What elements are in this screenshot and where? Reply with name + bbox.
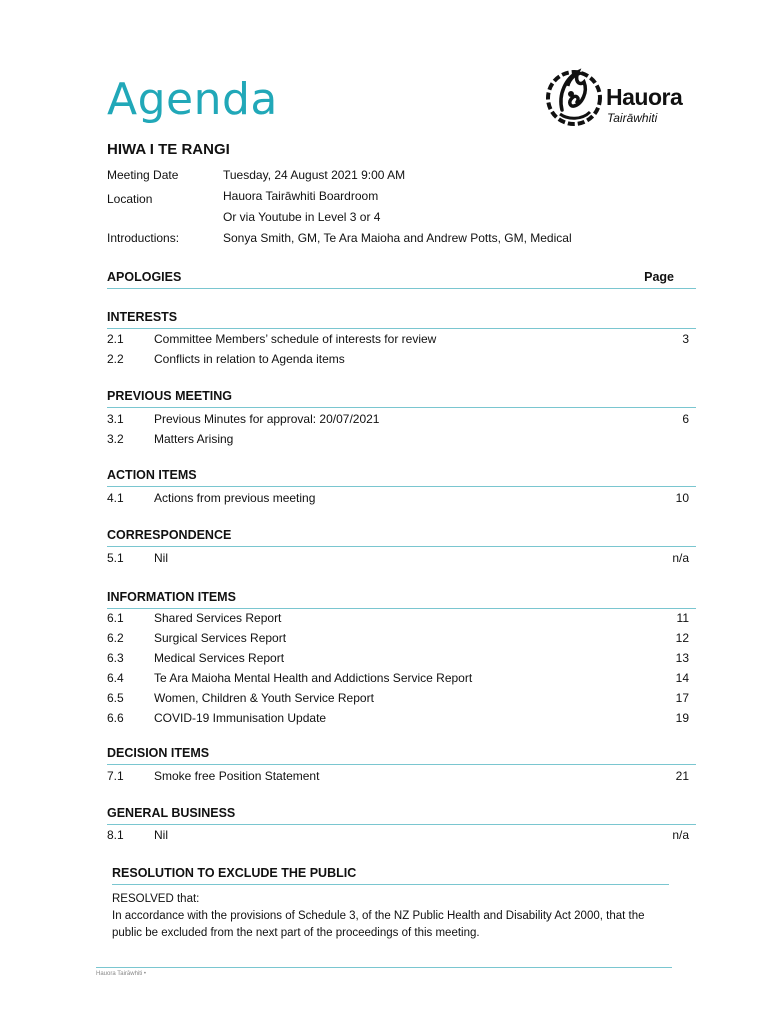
meeting-details <box>107 168 707 252</box>
agenda-item <box>107 828 689 846</box>
item-text: Women, Children & Youth Service Report <box>154 691 374 705</box>
meta-value: Sonya Smith, GM, Te Ara Maioha and Andrew Potts, GM, Medical <box>223 231 572 245</box>
section-title: INTERESTS <box>107 310 178 324</box>
item-text: Surgical Services Report <box>154 631 287 645</box>
section-title: APOLOGIES <box>107 270 182 284</box>
location-alt-row <box>107 210 707 231</box>
meta-label: Introductions: <box>107 231 180 245</box>
section-title: GENERAL BUSINESS <box>107 806 236 820</box>
item-number: 7.1 <box>107 769 124 783</box>
section-heading-decision-items <box>107 746 696 765</box>
agenda-item <box>107 332 689 350</box>
item-text: Matters Arising <box>154 432 234 446</box>
item-text: Nil <box>154 828 168 842</box>
footer-divider <box>96 967 672 968</box>
meeting-name: HIWA I TE RANGI <box>107 141 230 158</box>
meta-label: Location <box>107 192 153 206</box>
meta-value: Hauora Tairāwhiti Boardroom <box>223 189 379 203</box>
section-heading-information-items <box>107 590 696 609</box>
item-text: Actions from previous meeting <box>154 491 316 505</box>
agenda-item <box>107 711 689 729</box>
item-number: 4.1 <box>107 491 124 505</box>
page-title: Agenda <box>107 74 278 125</box>
item-page: 19 <box>675 711 689 725</box>
section-heading-interests <box>107 310 696 329</box>
item-page: 21 <box>675 769 689 783</box>
item-number: 6.3 <box>107 651 124 665</box>
item-text: COVID-19 Immunisation Update <box>154 711 327 725</box>
meeting-date-row <box>107 168 707 189</box>
agenda-item <box>107 611 689 629</box>
agenda-item <box>107 491 689 509</box>
item-number: 2.2 <box>107 352 124 366</box>
section-title: INFORMATION ITEMS <box>107 590 236 604</box>
item-page: 10 <box>675 491 689 505</box>
resolution-line: public be excluded from the next part of the proceedings of this meeting. <box>112 927 480 939</box>
section-title: DECISION ITEMS <box>107 746 210 760</box>
item-page: 12 <box>675 631 689 645</box>
section-heading-apologies <box>107 270 696 289</box>
section-heading-resolution <box>112 866 669 885</box>
item-text: Nil <box>154 551 168 565</box>
agenda-item <box>107 691 689 709</box>
agenda-item <box>107 432 689 450</box>
section-title: RESOLUTION TO EXCLUDE THE PUBLIC <box>112 866 357 880</box>
agenda-item <box>107 412 689 430</box>
item-text: Medical Services Report <box>154 651 285 665</box>
item-text: Previous Minutes for approval: 20/07/2021 <box>154 412 380 426</box>
resolution-line: RESOLVED that: <box>112 893 200 905</box>
item-number: 3.1 <box>107 412 124 426</box>
item-page: 13 <box>675 651 689 665</box>
meta-label: Meeting Date <box>107 168 179 182</box>
item-page: n/a <box>672 551 689 565</box>
item-number: 6.4 <box>107 671 124 685</box>
section-title: PREVIOUS MEETING <box>107 389 233 403</box>
organisation-logo <box>544 64 694 128</box>
agenda-item <box>107 551 689 569</box>
koru-emblem-icon <box>544 64 604 128</box>
section-heading-previous-meeting <box>107 389 696 408</box>
page-column-label: Page <box>644 270 674 284</box>
agenda-item <box>107 651 689 669</box>
item-page: n/a <box>672 828 689 842</box>
item-page: 3 <box>682 332 689 346</box>
section-heading-action-items <box>107 468 696 487</box>
item-text: Shared Services Report <box>154 611 282 625</box>
item-number: 3.2 <box>107 432 124 446</box>
resolution-text <box>112 891 672 942</box>
agenda-item <box>107 631 689 649</box>
section-title: ACTION ITEMS <box>107 468 197 482</box>
item-number: 6.5 <box>107 691 124 705</box>
item-number: 6.1 <box>107 611 124 625</box>
logo-sub-text: Tairāwhiti <box>607 111 658 125</box>
item-page: 11 <box>676 611 689 625</box>
agenda-item <box>107 769 689 787</box>
item-text: Te Ara Maioha Mental Health and Addictions Service Report <box>154 671 473 685</box>
section-title: CORRESPONDENCE <box>107 528 232 542</box>
item-text: Smoke free Position Statement <box>154 769 320 783</box>
item-page: 14 <box>675 671 689 685</box>
item-number: 6.2 <box>107 631 124 645</box>
item-text: Committee Members’ schedule of interests for review <box>154 332 437 346</box>
item-number: 2.1 <box>107 332 124 346</box>
logo-brand-text: Hauora <box>606 84 683 110</box>
section-heading-correspondence <box>107 528 696 547</box>
meta-value: Tuesday, 24 August 2021 9:00 AM <box>223 168 406 182</box>
agenda-item <box>107 352 689 370</box>
resolution-line: In accordance with the provisions of Schedule 3, of the NZ Public Health and Disability Act 2000, that the <box>112 910 645 922</box>
section-heading-general-business <box>107 806 696 825</box>
item-number: 6.6 <box>107 711 124 725</box>
item-page: 6 <box>682 412 689 426</box>
introductions-row <box>107 231 707 252</box>
item-number: 8.1 <box>107 828 124 842</box>
meta-value: Or via Youtube in Level 3 or 4 <box>223 210 381 224</box>
location-row <box>107 189 707 210</box>
item-text: Conflicts in relation to Agenda items <box>154 352 345 366</box>
item-page: 17 <box>675 691 689 705</box>
item-number: 5.1 <box>107 551 124 565</box>
footer-text: Hauora Tairāwhiti • <box>96 971 147 977</box>
agenda-item <box>107 671 689 689</box>
